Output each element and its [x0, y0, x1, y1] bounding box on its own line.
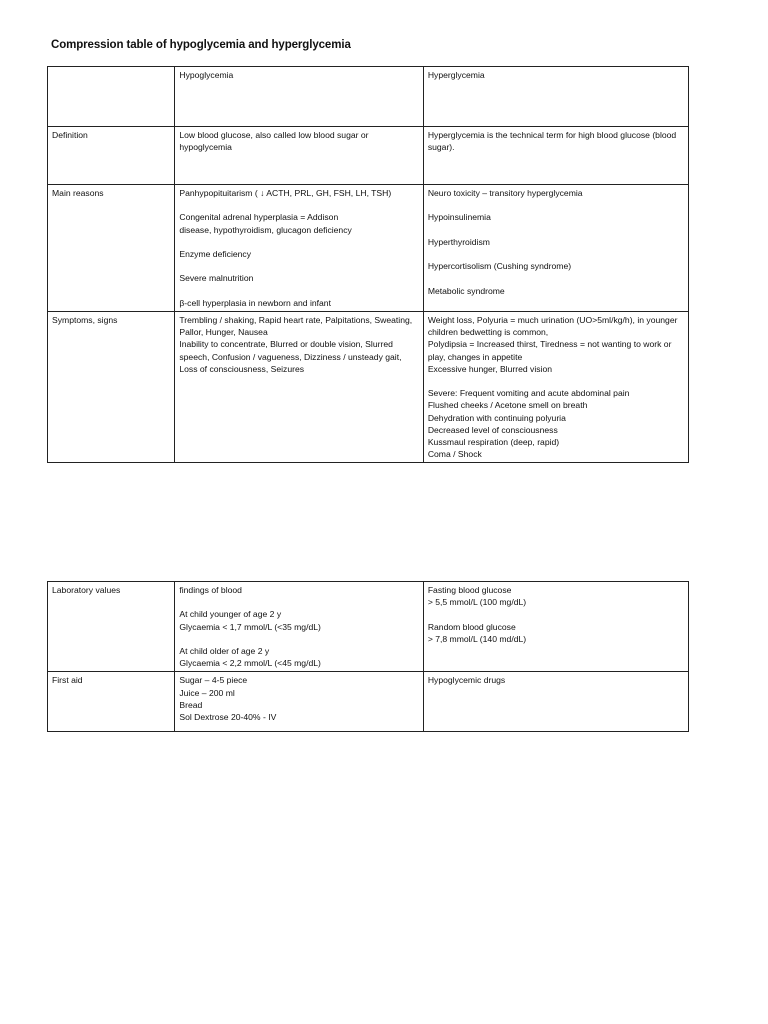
lab-hyper-line: Fasting blood glucose — [427, 585, 512, 595]
symptom-hyper-item: Kussmaul respiration (deep, rapid) — [427, 436, 560, 447]
main-reasons-hypo — [175, 185, 423, 312]
laboratory-hypo — [175, 582, 423, 672]
header-cell-hypoglycemia: Hypoglycemia — [175, 67, 423, 127]
comparison-table-main — [47, 66, 689, 463]
reason-hypo-item: Severe malnutrition — [179, 273, 254, 284]
lab-hypo-heading: findings of blood — [179, 585, 242, 595]
first-aid-hypo — [175, 672, 423, 732]
lab-hyper-line: > 7,8 mmol/L (140 md/dL) — [427, 633, 527, 644]
row-label-laboratory: Laboratory values — [48, 582, 175, 672]
first-aid-hypo-item: Sol Dextrose 20-40% - IV — [179, 712, 277, 722]
lab-hypo-line: Glycaemia < 1,7 mmol/L (<35 mg/dL) — [179, 621, 321, 632]
document-title: Compression table of hypoglycemia and hyperglycemia — [51, 39, 351, 51]
reason-hyper-item: Hypercortisolism (Cushing syndrome) — [427, 261, 572, 272]
definition-hypo: Low blood glucose, also called low blood sugar or hypoglycemia — [175, 127, 423, 185]
table-row-main-reasons — [48, 185, 689, 312]
lab-hyper-line: > 5,5 mmol/L (100 mg/dL) — [427, 597, 527, 608]
definition-hyper: Hyperglycemia is the technical term for high blood glucose (blood sugar). — [423, 127, 688, 185]
symptoms-hyper — [423, 311, 688, 462]
header-cell-empty — [48, 67, 175, 127]
reason-hyper-item: Neuro toxicity – transitory hyperglycemia — [427, 188, 583, 198]
symptom-hypo-item: Inability to concentrate, Blurred or double vision, Slurred speech, Confusion / vagueness, Dizziness / unsteady gait, Loss of consciousness, Seizures — [179, 339, 402, 374]
main-reasons-hyper — [423, 185, 688, 312]
reason-hyper-item: Metabolic syndrome — [427, 285, 505, 296]
symptoms-hypo — [175, 311, 423, 462]
header-cell-hyperglycemia: Hyperglycemia — [423, 67, 688, 127]
table-row-laboratory — [48, 582, 689, 672]
comparison-table-continued — [47, 581, 689, 732]
lab-hypo-line: At child younger of age 2 y — [179, 609, 282, 620]
lab-hypo-line: At child older of age 2 y — [179, 645, 270, 656]
row-label-symptoms: Symptoms, signs — [48, 311, 175, 462]
symptom-hyper-item: Dehydration with continuing polyuria — [427, 412, 566, 423]
symptom-hyper-item: Severe: Frequent vomiting and acute abdominal pain — [427, 388, 630, 399]
table-row-definition — [48, 127, 689, 185]
lab-hyper-line: Random blood glucose — [427, 621, 516, 632]
reason-hypo-item: Enzyme deficiency — [179, 248, 252, 259]
first-aid-hyper: Hypoglycemic drugs — [423, 672, 688, 732]
reason-hyper-item: Hyperthyroidism — [427, 236, 490, 247]
reason-hypo-item: Congenital adrenal hyperplasia = Addison disease, hypothyroidism, glucagon deficiency — [179, 212, 352, 235]
symptom-hypo-item: Trembling / shaking, Rapid heart rate, Palpitations, Sweating, Pallor, Hunger, Nausea — [179, 314, 413, 338]
row-label-definition: Definition — [48, 127, 175, 185]
reason-hyper-item: Hypoinsulinemia — [427, 212, 491, 223]
reason-hypo-item: Panhypopituitarism ( ↓ ACTH, PRL, GH, FSH, LH, TSH) — [179, 188, 392, 198]
reason-hypo-item: β-cell hyperplasia in newborn and infant — [179, 297, 331, 308]
first-aid-hypo-item: Bread — [179, 699, 203, 710]
laboratory-hyper — [423, 582, 688, 672]
row-label-main-reasons: Main reasons — [48, 185, 175, 312]
symptom-hyper-item: Coma / Shock — [427, 449, 482, 460]
symptom-hyper-item: Excessive hunger, Blurred vision — [427, 363, 553, 374]
symptom-hyper-item: Weight loss, Polyuria = much urination (UO>5ml/kg/h), in younger children bedwetting is common, — [427, 314, 678, 338]
lab-hypo-line: Glycaemia < 2,2 mmol/L (<45 mg/dL) — [179, 658, 321, 669]
table-row-symptoms — [48, 311, 689, 462]
symptom-hyper-item: Decreased level of consciousness — [427, 424, 558, 435]
first-aid-hypo-item: Juice – 200 ml — [179, 687, 235, 698]
symptom-hyper-item: Flushed cheeks / Acetone smell on breath — [427, 400, 588, 411]
row-label-first-aid: First aid — [48, 672, 175, 732]
table-row-first-aid — [48, 672, 689, 732]
symptom-hyper-item: Polydipsia = Increased thirst, Tiredness = not wanting to work or play, changes in appetite — [427, 339, 672, 362]
first-aid-hypo-item: Sugar – 4-5 piece — [179, 675, 248, 686]
table-header-row — [48, 67, 689, 127]
